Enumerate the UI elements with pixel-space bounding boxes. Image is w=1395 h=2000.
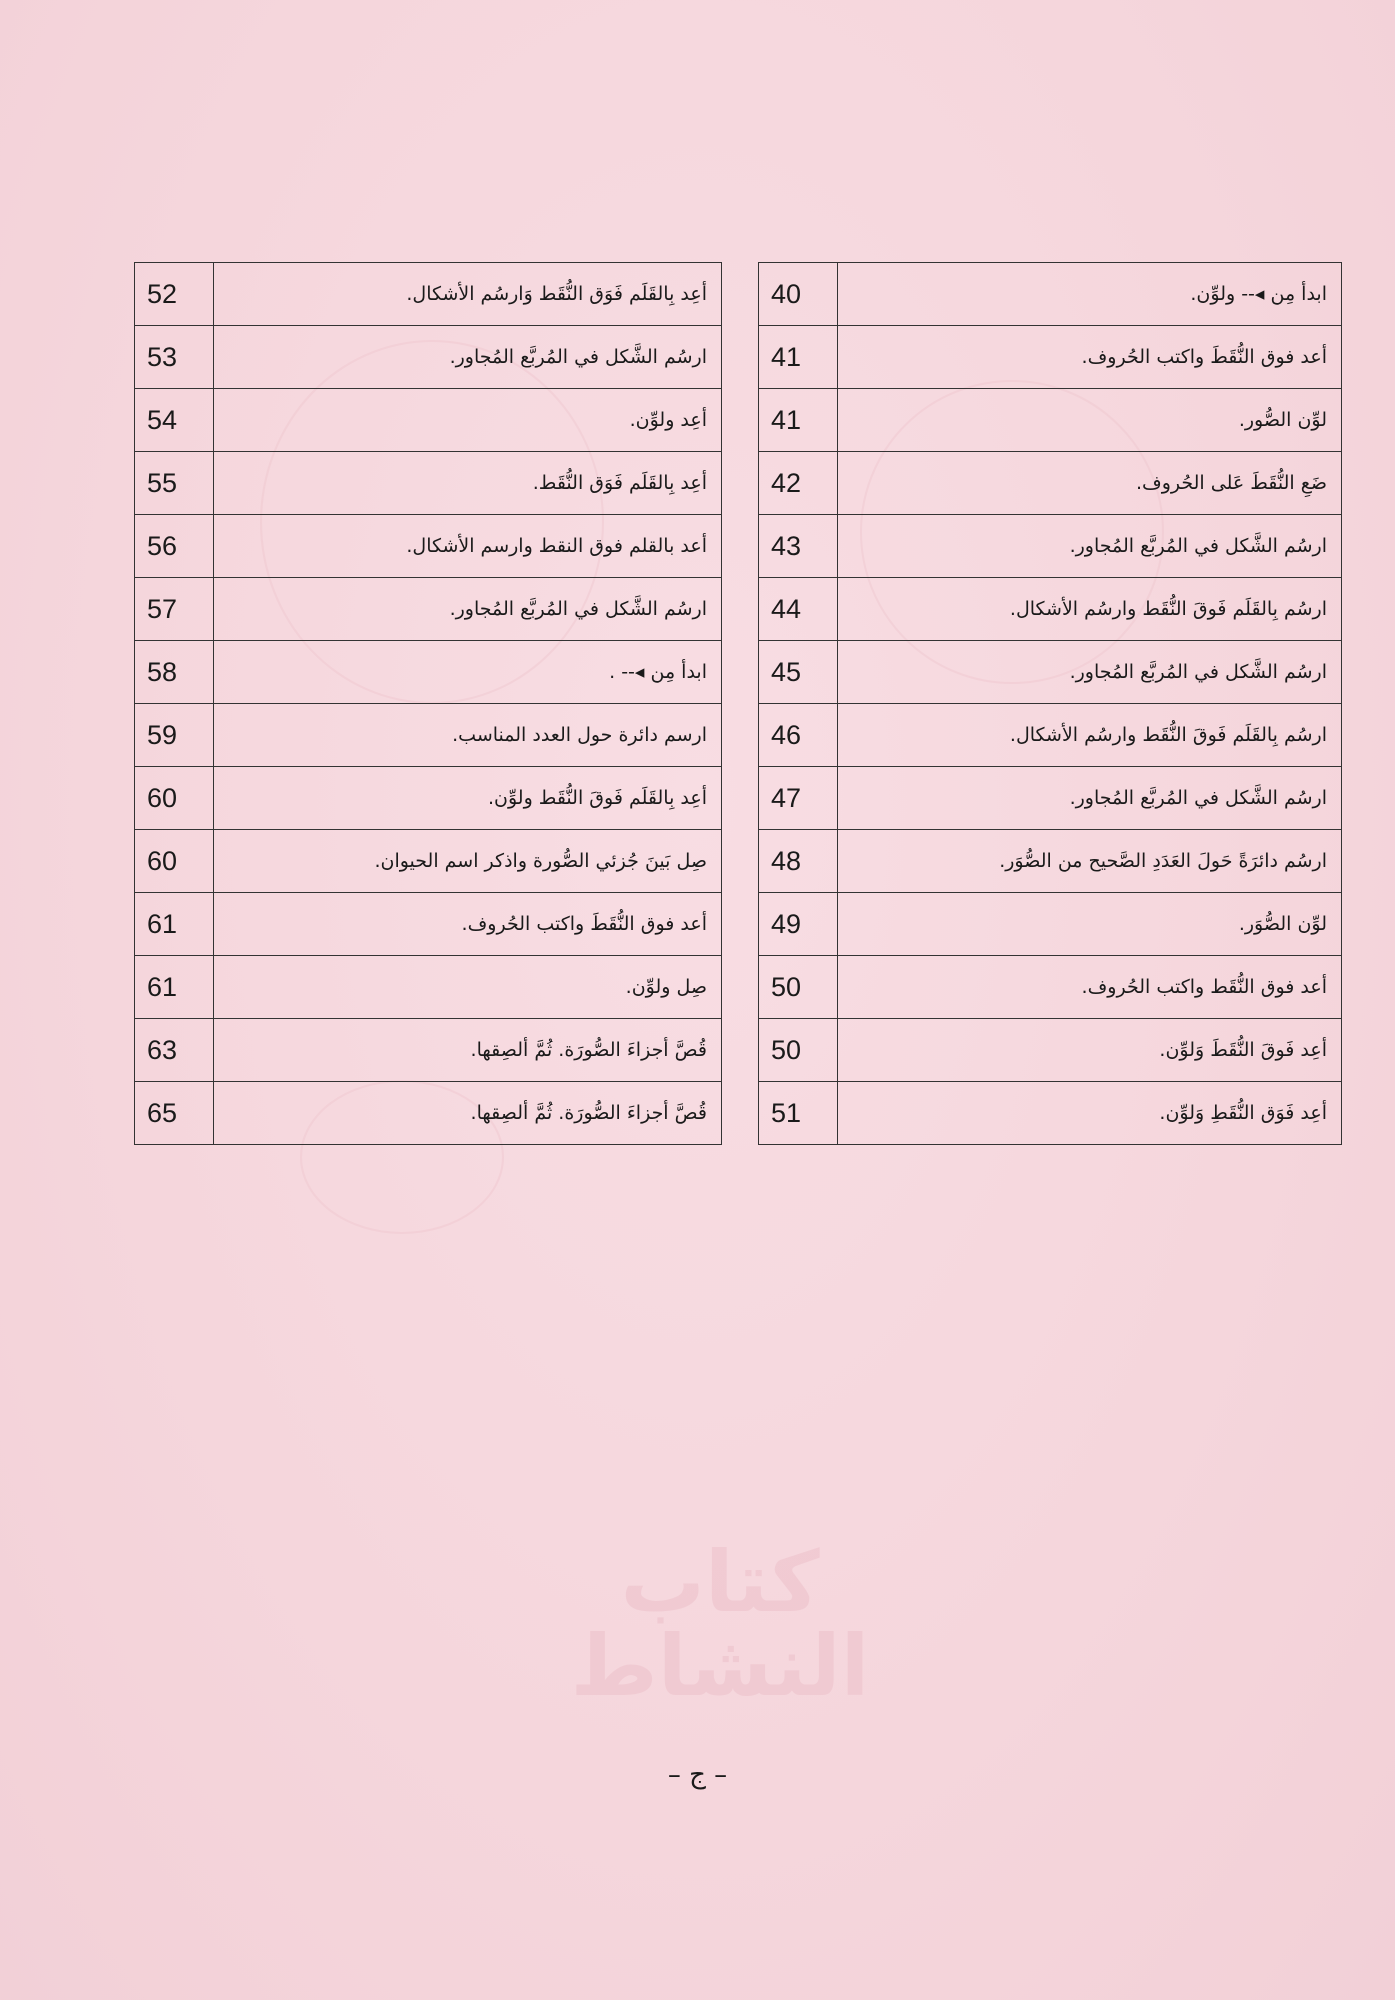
toc-entry-page: 50 <box>759 1019 838 1082</box>
toc-entry-title: ارسُم بِالقَلَم فَوقَ النُّقَط وارسُم الأشكال. <box>838 578 1342 641</box>
toc-entry-page: 54 <box>135 389 214 452</box>
toc-entry-title: أعد بالقلم فوق النقط وارسم الأشكال. <box>214 515 722 578</box>
toc-row <box>759 263 1342 326</box>
toc-entry-page: 63 <box>135 1019 214 1082</box>
toc-entry-page: 59 <box>135 704 214 767</box>
toc-entry-title: ارسُم الشَّكل في المُربَّع المُجاور. <box>838 515 1342 578</box>
toc-entry-page: 40 <box>759 263 838 326</box>
toc-row <box>759 452 1342 515</box>
toc-entry-page: 43 <box>759 515 838 578</box>
toc-entry-title: أعد فوق النُّقَطَ واكتب الحُروف. <box>214 893 722 956</box>
toc-row <box>759 1019 1342 1082</box>
toc-entry-page: 55 <box>135 452 214 515</box>
toc-row <box>135 326 722 389</box>
toc-entry-title: أعد فوق النُّقَطَ واكتب الحُروف. <box>838 326 1342 389</box>
toc-entry-page: 41 <box>759 389 838 452</box>
toc-entry-page: 41 <box>759 326 838 389</box>
toc-entry-title: ارسُم الشَّكل في المُربَّع المُجاور. <box>838 641 1342 704</box>
toc-entry-page: 60 <box>135 767 214 830</box>
toc-entry-title: لوِّن الصُّور. <box>838 389 1342 452</box>
toc-entry-page: 45 <box>759 641 838 704</box>
toc-entry-page: 49 <box>759 893 838 956</box>
toc-row <box>759 326 1342 389</box>
toc-entry-page: 56 <box>135 515 214 578</box>
toc-entry-title: لوِّن الصُّوَر. <box>838 893 1342 956</box>
toc-entry-title: أعِد فَوَق النُّقَطِ وَلوِّن. <box>838 1082 1342 1145</box>
toc-entry-title: ضَعِ النُّقَطَ عَلى الحُروف. <box>838 452 1342 515</box>
toc-entry-page: 58 <box>135 641 214 704</box>
toc-entry-page: 60 <box>135 830 214 893</box>
toc-row <box>135 578 722 641</box>
toc-entry-title: قُصَّ أجزاءَ الصُّورَة. ثُمَّ ألصِقها. <box>214 1082 722 1145</box>
toc-row <box>759 893 1342 956</box>
watermark-book-title: كتاب النشاط <box>570 1533 870 1715</box>
toc-entry-title: أعِد بِالقَلَم فَوَق النُّقَط. <box>214 452 722 515</box>
toc-row <box>759 767 1342 830</box>
toc-entry-page: 61 <box>135 956 214 1019</box>
toc-row <box>759 830 1342 893</box>
toc-entry-page: 53 <box>135 326 214 389</box>
toc-entry-title: ارسم دائرة حول العدد المناسب. <box>214 704 722 767</box>
toc-entry-page: 44 <box>759 578 838 641</box>
toc-entry-title: أعِد فَوقَ النُّقَطَ وَلوِّن. <box>838 1019 1342 1082</box>
toc-entry-page: 46 <box>759 704 838 767</box>
toc-row <box>135 389 722 452</box>
toc-entry-page: 52 <box>135 263 214 326</box>
toc-entry-title: ارسُم الشَّكل في المُربَّع المُجاور. <box>838 767 1342 830</box>
toc-row <box>135 704 722 767</box>
toc-table-left <box>134 262 722 1145</box>
toc-row <box>759 1082 1342 1145</box>
toc-entry-page: 65 <box>135 1082 214 1145</box>
toc-entry-title: ابدأ مِن ◂-- ولوِّن. <box>838 263 1342 326</box>
toc-row <box>759 956 1342 1019</box>
toc-entry-page: 48 <box>759 830 838 893</box>
toc-row <box>135 452 722 515</box>
toc-row <box>135 1019 722 1082</box>
toc-row <box>759 641 1342 704</box>
toc-entry-title: ارسُم الشَّكل في المُربَّع المُجاور. <box>214 326 722 389</box>
toc-row <box>135 830 722 893</box>
toc-table-right <box>758 262 1342 1145</box>
toc-row <box>135 767 722 830</box>
toc-row <box>135 956 722 1019</box>
toc-row <box>135 893 722 956</box>
toc-entry-title: ارسُم الشَّكل في المُربَّع المُجاور. <box>214 578 722 641</box>
toc-entry-page: 51 <box>759 1082 838 1145</box>
toc-row <box>759 578 1342 641</box>
toc-row <box>135 515 722 578</box>
toc-entry-title: ارسُم بِالقَلَم فَوقَ النُّقَط وارسُم الأشكال. <box>838 704 1342 767</box>
toc-entry-page: 47 <box>759 767 838 830</box>
toc-row <box>135 263 722 326</box>
toc-entry-title: صِل بَينَ جُزئي الصُّورة واذكر اسم الحيوان. <box>214 830 722 893</box>
toc-row <box>759 704 1342 767</box>
toc-entry-title: صِل ولوِّن. <box>214 956 722 1019</box>
toc-entry-title: أعد فوق النُّقَط واكتب الحُروف. <box>838 956 1342 1019</box>
toc-row <box>759 515 1342 578</box>
toc-entry-title: ارسُم دائرَةً حَولَ العَدَدِ الصَّحيح من الصُّوَر. <box>838 830 1342 893</box>
toc-entry-page: 61 <box>135 893 214 956</box>
page-number: – ج – <box>667 1760 728 1790</box>
toc-row <box>135 1082 722 1145</box>
toc-row <box>135 641 722 704</box>
toc-entry-title: ابدأ مِن ◂-- . <box>214 641 722 704</box>
toc-entry-page: 42 <box>759 452 838 515</box>
toc-entry-page: 57 <box>135 578 214 641</box>
toc-row <box>759 389 1342 452</box>
toc-entry-title: قُصَّ أجزاءَ الصُّورَة. ثُمَّ ألصِقها. <box>214 1019 722 1082</box>
toc-entry-page: 50 <box>759 956 838 1019</box>
toc-entry-title: أعِد بِالقَلَم فَوَق النُّقَط وَارسُم الأشكال. <box>214 263 722 326</box>
toc-entry-title: أعِد بِالقَلَم فَوقَ النُّقَط ولوِّن. <box>214 767 722 830</box>
toc-entry-title: أعِد ولوِّن. <box>214 389 722 452</box>
